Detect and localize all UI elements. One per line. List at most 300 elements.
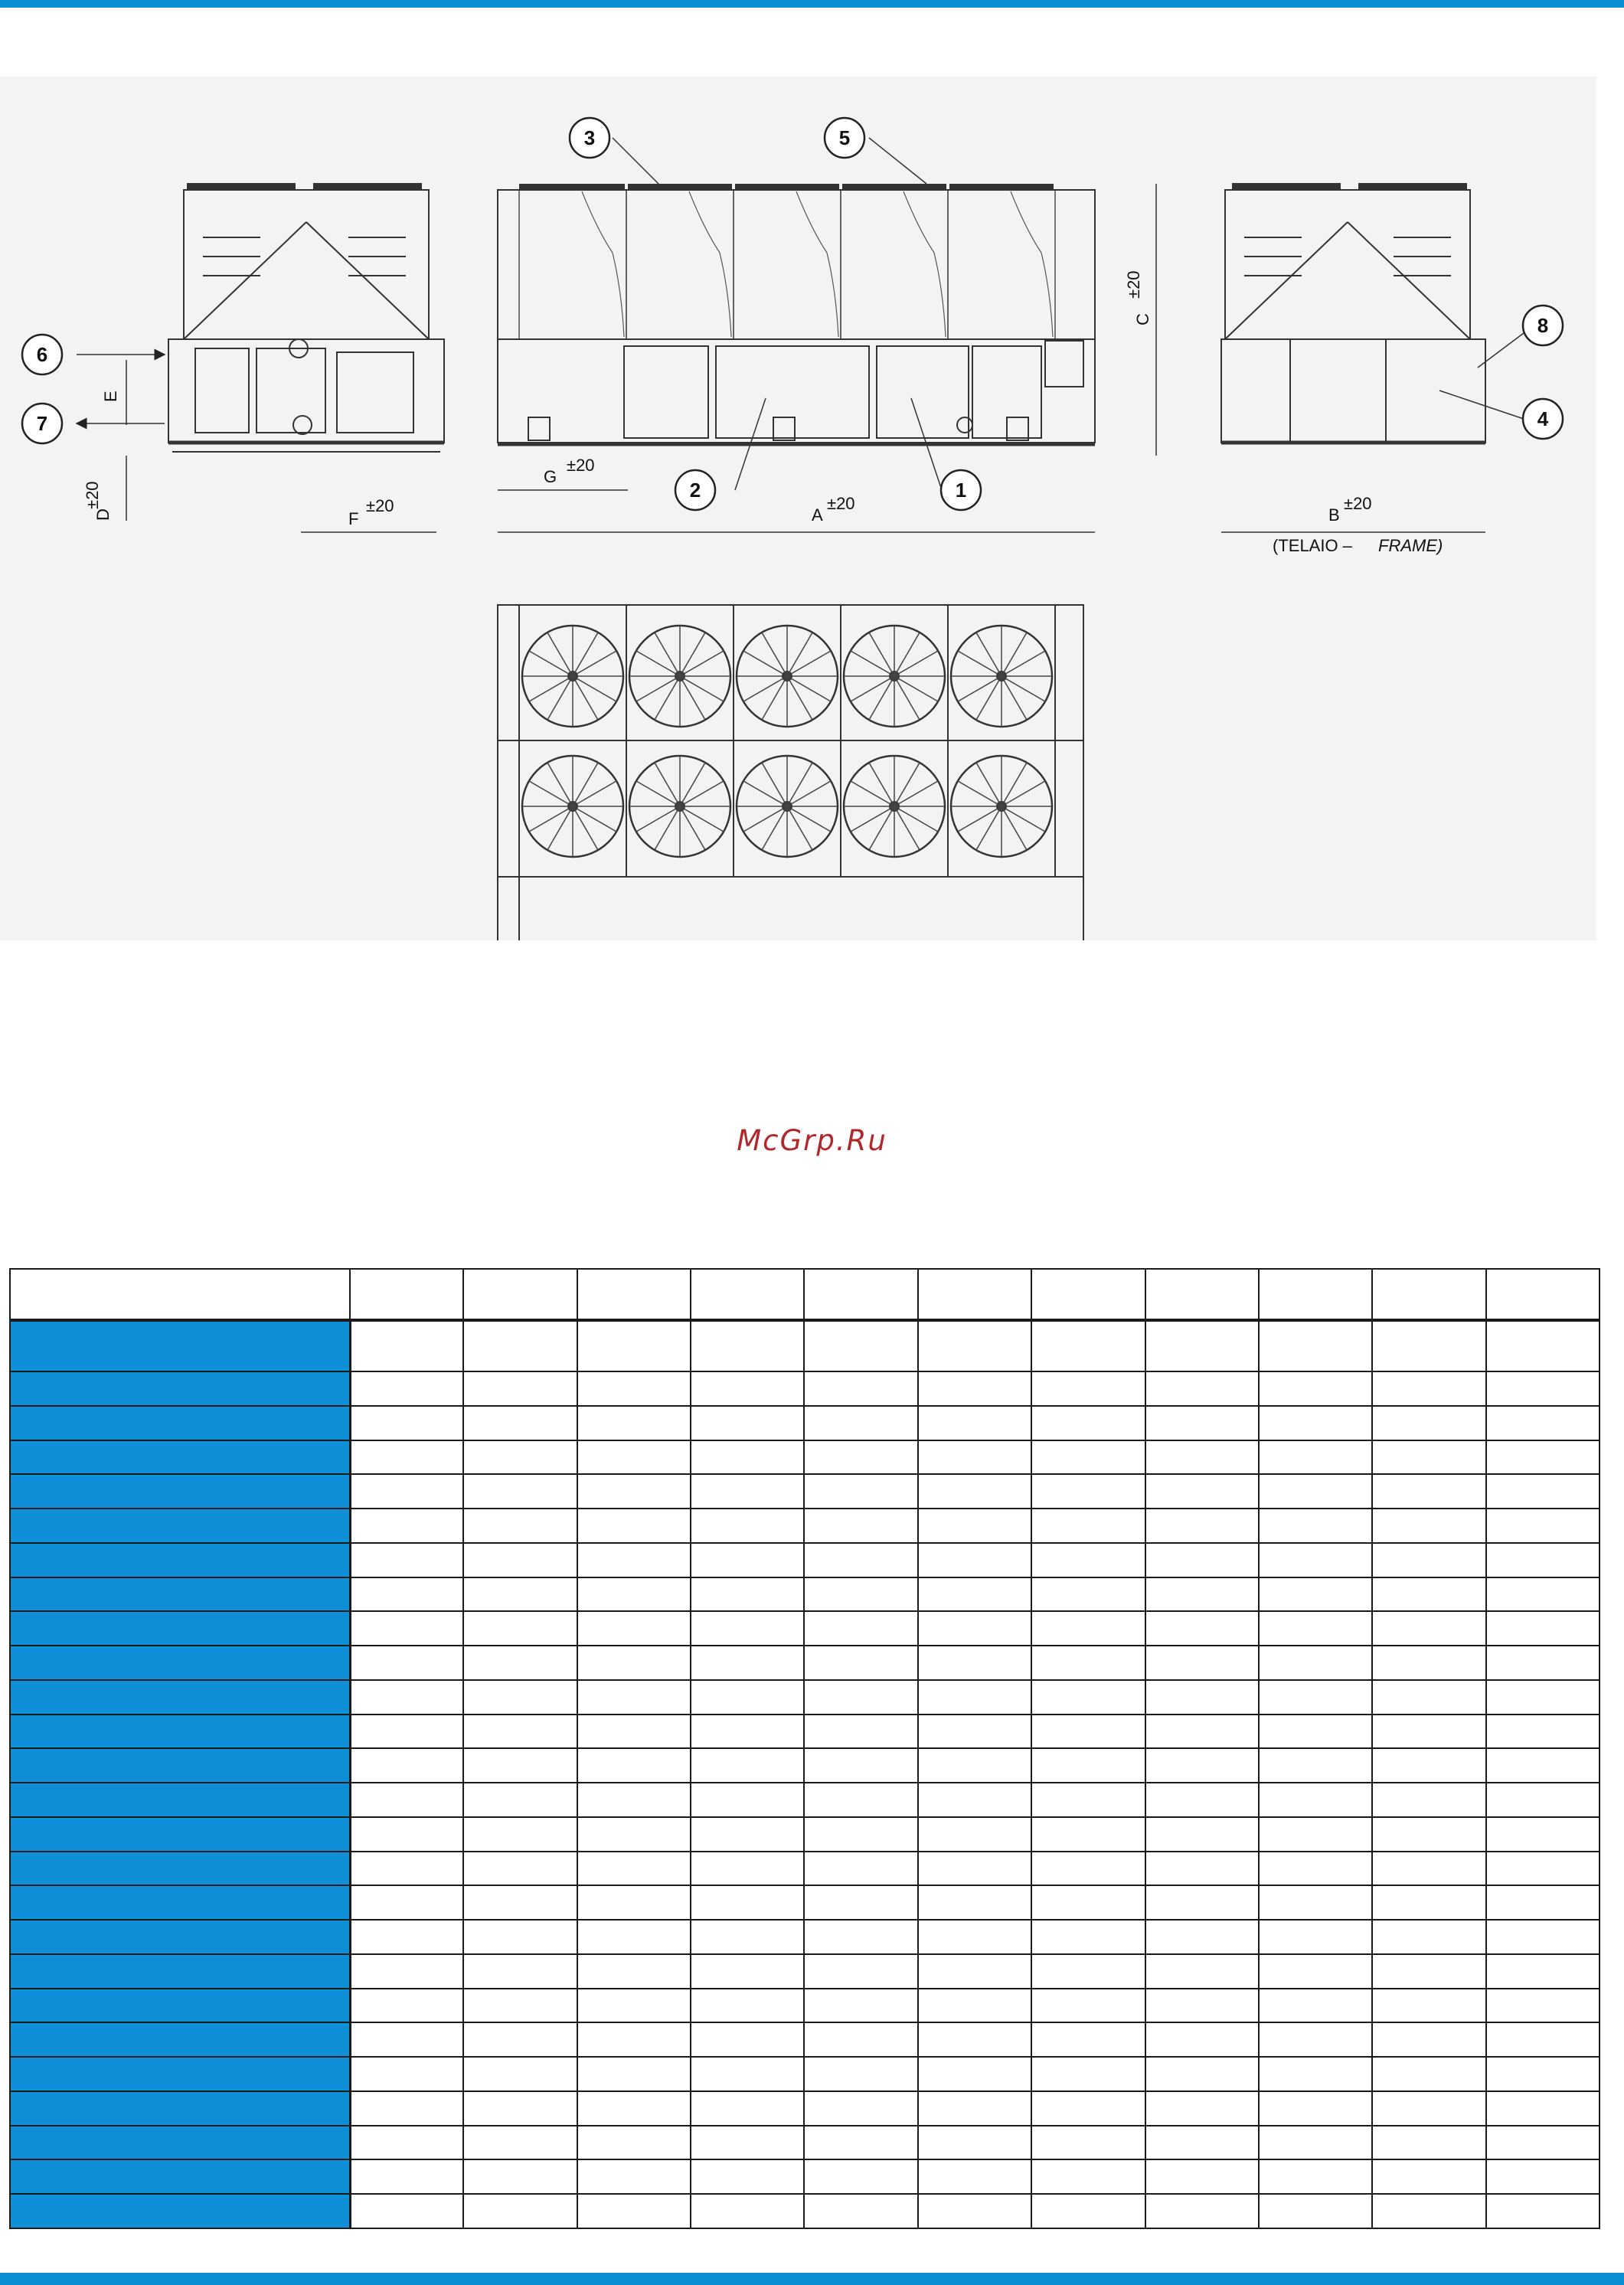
table-cell (1372, 1440, 1485, 1475)
dim-label-e: E (101, 391, 120, 402)
table-cell (1259, 1748, 1372, 1783)
table-cell (804, 2126, 917, 2160)
table-cell (804, 1680, 917, 1715)
row-label-cell (10, 1954, 350, 1989)
dimension-drawing (0, 77, 1596, 940)
table-cell (804, 1954, 917, 1989)
row-label-cell (10, 1509, 350, 1543)
table-cell (577, 1543, 691, 1577)
table-cell (350, 1715, 463, 1749)
table-cell (1259, 1885, 1372, 1920)
table-cell (918, 2022, 1031, 2057)
table-cell (577, 1440, 691, 1475)
table-cell (350, 1852, 463, 1886)
table-cell (1145, 1885, 1259, 1920)
table-cell (1145, 1543, 1259, 1577)
table-cell (350, 1885, 463, 1920)
table-cell (577, 2126, 691, 2160)
technical-drawing-panel (0, 77, 1596, 940)
table-cell (804, 1646, 917, 1680)
table-cell (463, 2194, 577, 2228)
table-cell (1259, 1715, 1372, 1749)
table-cell (577, 1783, 691, 1817)
table-cell (350, 1611, 463, 1646)
table-cell (804, 1748, 917, 1783)
table-cell (1372, 1920, 1485, 1954)
table-cell (691, 1371, 804, 1406)
table-cell (1486, 1611, 1599, 1646)
table-cell (804, 1783, 917, 1817)
table-cell (1486, 2194, 1599, 2228)
table-cell (463, 1954, 577, 1989)
callout-4: 4 (1537, 407, 1549, 430)
table-cell (1145, 1783, 1259, 1817)
table-cell (1145, 1989, 1259, 2023)
table-cell (577, 2194, 691, 2228)
table-cell (804, 1817, 917, 1852)
table-cell (350, 1817, 463, 1852)
table-header-cell (463, 1269, 577, 1320)
table-cell (350, 1543, 463, 1577)
table-cell (804, 2022, 917, 2057)
table-cell (918, 2126, 1031, 2160)
table-cell (918, 1543, 1031, 1577)
row-label-cell (10, 2126, 350, 2160)
table-row (10, 2126, 1599, 2160)
table-cell (691, 2126, 804, 2160)
table-cell (463, 1371, 577, 1406)
table-cell (1259, 1680, 1372, 1715)
row-label-cell (10, 1680, 350, 1715)
table-cell (350, 1954, 463, 1989)
dim-label-d: D (93, 508, 113, 521)
table-row (10, 1920, 1599, 1954)
table-cell (1486, 1715, 1599, 1749)
table-cell (1145, 1954, 1259, 1989)
table-cell (1486, 2159, 1599, 2194)
table-cell (1486, 1406, 1599, 1440)
table-cell (918, 1885, 1031, 1920)
row-label-cell (10, 2159, 350, 2194)
table-cell (1259, 1543, 1372, 1577)
row-label-cell (10, 1371, 350, 1406)
table-cell (1031, 2126, 1145, 2160)
row-label-cell (10, 1989, 350, 2023)
table-cell (804, 1440, 917, 1475)
table-cell (691, 1646, 804, 1680)
table-cell (918, 1577, 1031, 1612)
table-cell (1486, 1577, 1599, 1612)
dim-label-f: F (348, 509, 359, 528)
table-cell (691, 2194, 804, 2228)
table-cell (350, 1680, 463, 1715)
table-row (10, 1509, 1599, 1543)
table-cell (1031, 1715, 1145, 1749)
table-cell (1372, 2091, 1485, 2126)
table-cell (1145, 1577, 1259, 1612)
table-cell (350, 1371, 463, 1406)
table-cell (804, 1989, 917, 2023)
table-cell (1031, 1406, 1145, 1440)
table-cell (1372, 1509, 1485, 1543)
callout-2: 2 (689, 479, 701, 502)
table-cell (1031, 2091, 1145, 2126)
table-cell (1486, 2091, 1599, 2126)
table-cell (350, 2159, 463, 2194)
table-cell (350, 1577, 463, 1612)
dim-tol-g: ±20 (567, 456, 595, 475)
table-cell (463, 1783, 577, 1817)
table-cell (1145, 1646, 1259, 1680)
table-cell (350, 1509, 463, 1543)
dim-tol-c: ±20 (1124, 270, 1143, 299)
table-cell (918, 1371, 1031, 1406)
table-cell (804, 2194, 917, 2228)
table-cell (463, 1885, 577, 1920)
table-cell (1259, 1611, 1372, 1646)
table-cell (1031, 1320, 1145, 1371)
table-cell (1372, 1611, 1485, 1646)
table-cell (577, 1852, 691, 1886)
row-label-cell (10, 1543, 350, 1577)
row-label-cell (10, 1611, 350, 1646)
table-cell (1031, 1543, 1145, 1577)
table-header-cell (577, 1269, 691, 1320)
table-cell (1486, 2057, 1599, 2091)
dim-label-c: C (1133, 313, 1152, 325)
table-cell (1372, 1406, 1485, 1440)
table-cell (1372, 1320, 1485, 1371)
bottom-accent-bar (0, 2273, 1624, 2285)
table-cell (1031, 2057, 1145, 2091)
table-cell (804, 1474, 917, 1509)
table-row (10, 2022, 1599, 2057)
table-cell (577, 2159, 691, 2194)
table-cell (691, 1920, 804, 1954)
table-cell (577, 1920, 691, 1954)
callout-5: 5 (838, 126, 851, 149)
table-cell (918, 1440, 1031, 1475)
row-label-cell (10, 1474, 350, 1509)
left-side-view (168, 184, 444, 452)
table-cell (804, 2159, 917, 2194)
table-cell (1145, 2159, 1259, 2194)
table-cell (918, 2194, 1031, 2228)
table-cell (918, 1509, 1031, 1543)
table-header-cell (1372, 1269, 1485, 1320)
table-header-row (10, 1269, 1599, 1320)
table-cell (804, 1611, 917, 1646)
table-cell (918, 2159, 1031, 2194)
table-cell (463, 1509, 577, 1543)
table-cell (463, 1406, 577, 1440)
table-cell (691, 1474, 804, 1509)
table-cell (577, 1680, 691, 1715)
table-cell (1486, 2126, 1599, 2160)
table-cell (1372, 1646, 1485, 1680)
row-label-cell (10, 1577, 350, 1612)
table-cell (1486, 1371, 1599, 1406)
table-cell (804, 2057, 917, 2091)
table-cell (691, 1320, 804, 1371)
table-cell (1031, 1680, 1145, 1715)
table-row (10, 1371, 1599, 1406)
table-header-cell (1145, 1269, 1259, 1320)
table-cell (1372, 2057, 1485, 2091)
dim-label-g: G (544, 467, 557, 486)
table-row (10, 1611, 1599, 1646)
table-cell (1031, 1989, 1145, 2023)
table-cell (1259, 1817, 1372, 1852)
table-cell (577, 1474, 691, 1509)
table-cell (463, 1474, 577, 1509)
frame-note-it: (TELAIO – (1273, 536, 1352, 555)
table-cell (350, 2194, 463, 2228)
table-row (10, 1680, 1599, 1715)
table-cell (691, 2091, 804, 2126)
table-cell (350, 1748, 463, 1783)
table-cell (463, 1989, 577, 2023)
table-cell (463, 1680, 577, 1715)
table-cell (350, 2126, 463, 2160)
table-cell (691, 2022, 804, 2057)
table-cell (1145, 1715, 1259, 1749)
table-cell (577, 1406, 691, 1440)
table-cell (1372, 1577, 1485, 1612)
table-cell (1031, 1748, 1145, 1783)
table-cell (1031, 2159, 1145, 2194)
table-cell (1486, 1954, 1599, 1989)
table-cell (463, 1852, 577, 1886)
table-cell (350, 1406, 463, 1440)
table-cell (804, 1543, 917, 1577)
table-cell (1486, 1817, 1599, 1852)
table-cell (1031, 1509, 1145, 1543)
table-cell (463, 2159, 577, 2194)
table-row (10, 1406, 1599, 1440)
table-cell (1486, 1320, 1599, 1371)
table-cell (918, 1320, 1031, 1371)
table-cell (1145, 1852, 1259, 1886)
table-cell (691, 1783, 804, 1817)
table-cell (1031, 1371, 1145, 1406)
table-cell (1259, 1852, 1372, 1886)
table-row (10, 1852, 1599, 1886)
table-cell (1259, 1920, 1372, 1954)
table-cell (1486, 1646, 1599, 1680)
table-cell (350, 2091, 463, 2126)
table-cell (691, 2057, 804, 2091)
table-cell (1259, 1474, 1372, 1509)
table-cell (1031, 1577, 1145, 1612)
callout-7: 7 (36, 412, 48, 435)
table-cell (577, 1989, 691, 2023)
table-cell (1486, 1852, 1599, 1886)
table-cell (350, 1440, 463, 1475)
table-cell (1259, 1509, 1372, 1543)
table-cell (918, 1852, 1031, 1886)
table-cell (577, 1885, 691, 1920)
table-cell (1486, 1748, 1599, 1783)
table-cell (691, 1509, 804, 1543)
table-cell (918, 1989, 1031, 2023)
table-cell (577, 1715, 691, 1749)
table-cell (1259, 1989, 1372, 2023)
table-header-cell (804, 1269, 917, 1320)
table-cell (1259, 2159, 1372, 2194)
table-cell (918, 1920, 1031, 1954)
table-cell (1486, 1440, 1599, 1475)
table-cell (463, 1320, 577, 1371)
callout-3: 3 (583, 126, 596, 149)
table-cell (1486, 2022, 1599, 2057)
table-cell (918, 1680, 1031, 1715)
table-cell (577, 1371, 691, 1406)
table-cell (463, 1611, 577, 1646)
table-cell (1486, 1680, 1599, 1715)
table-cell (577, 1611, 691, 1646)
table-cell (804, 2091, 917, 2126)
table-cell (1372, 2159, 1485, 2194)
table-cell (1372, 1748, 1485, 1783)
table-cell (1145, 1474, 1259, 1509)
table-cell (691, 1406, 804, 1440)
table-cell (350, 1474, 463, 1509)
table-cell (577, 1577, 691, 1612)
table-cell (1145, 1406, 1259, 1440)
table-cell (463, 1920, 577, 1954)
table-cell (1372, 1543, 1485, 1577)
row-label-cell (10, 2194, 350, 2228)
table-cell (1259, 1783, 1372, 1817)
table-cell (1145, 1920, 1259, 1954)
table-cell (1145, 1440, 1259, 1475)
watermark-text: McGrp.Ru (737, 1124, 887, 1157)
front-view (498, 184, 1095, 444)
table-cell (1486, 1543, 1599, 1577)
dim-tol-b: ±20 (1344, 494, 1372, 513)
table-cell (1259, 2057, 1372, 2091)
table-row (10, 2159, 1599, 2194)
table-cell (918, 2057, 1031, 2091)
table-cell (804, 1852, 917, 1886)
top-accent-bar (0, 0, 1624, 8)
table-cell (350, 1920, 463, 1954)
row-label-cell (10, 1406, 350, 1440)
table-cell (350, 2022, 463, 2057)
table-cell (463, 2091, 577, 2126)
table-cell (1031, 1646, 1145, 1680)
table-cell (1145, 1817, 1259, 1852)
table-cell (1259, 2091, 1372, 2126)
table-cell (804, 1320, 917, 1371)
table-cell (1031, 1817, 1145, 1852)
table-cell (350, 2057, 463, 2091)
table-cell (1372, 1715, 1485, 1749)
callout-8: 8 (1537, 314, 1549, 337)
table-cell (1145, 1748, 1259, 1783)
table-cell (350, 1646, 463, 1680)
table-header-cell (1259, 1269, 1372, 1320)
table-cell (804, 1920, 917, 1954)
table-row (10, 1885, 1599, 1920)
table-cell (463, 1748, 577, 1783)
table-cell (918, 1406, 1031, 1440)
table-cell (1031, 2022, 1145, 2057)
row-label-cell (10, 1885, 350, 1920)
table-cell (1145, 2022, 1259, 2057)
row-label-cell (10, 2022, 350, 2057)
table-cell (918, 1783, 1031, 1817)
table-cell (577, 2022, 691, 2057)
table-cell (918, 1817, 1031, 1852)
table-row (10, 1817, 1599, 1852)
table-cell (577, 1509, 691, 1543)
dim-tol-a: ±20 (827, 494, 855, 513)
callout-6: 6 (36, 343, 48, 366)
table-cell (577, 1817, 691, 1852)
table-cell (804, 1577, 917, 1612)
table-cell (691, 1885, 804, 1920)
top-view (498, 605, 1083, 940)
table-cell (1486, 1989, 1599, 2023)
table-cell (1031, 1474, 1145, 1509)
table-cell (918, 1748, 1031, 1783)
dim-label-a: A (812, 505, 823, 525)
table-cell (918, 2091, 1031, 2126)
table-cell (577, 1646, 691, 1680)
table-cell (918, 1715, 1031, 1749)
table-cell (691, 1440, 804, 1475)
table-cell (1259, 1371, 1372, 1406)
row-label-cell (10, 1783, 350, 1817)
table-cell (1372, 2126, 1485, 2160)
row-label-cell (10, 1920, 350, 1954)
table-cell (918, 1474, 1031, 1509)
table-cell (463, 1543, 577, 1577)
row-label-cell (10, 1715, 350, 1749)
specification-table (9, 1268, 1600, 2229)
table-cell (691, 1989, 804, 2023)
table-cell (1372, 1817, 1485, 1852)
table-cell (1486, 1509, 1599, 1543)
table-cell (918, 1611, 1031, 1646)
table-cell (577, 1320, 691, 1371)
table-cell (1486, 1474, 1599, 1509)
table-cell (463, 2022, 577, 2057)
table-cell (1259, 2126, 1372, 2160)
table-cell (577, 1748, 691, 1783)
table-row (10, 1989, 1599, 2023)
row-label-cell (10, 1320, 350, 1371)
table-cell (1259, 1646, 1372, 1680)
table-row (10, 2091, 1599, 2126)
table-cell (350, 1320, 463, 1371)
table-cell (1372, 1954, 1485, 1989)
table-cell (1031, 1954, 1145, 1989)
right-side-view (1221, 184, 1485, 443)
table-header-cell (1031, 1269, 1145, 1320)
table-row (10, 1543, 1599, 1577)
table-cell (691, 1748, 804, 1783)
table-cell (1031, 1611, 1145, 1646)
table-cell (463, 1817, 577, 1852)
table-cell (1031, 1885, 1145, 1920)
table-cell (1145, 2091, 1259, 2126)
table-cell (1145, 1509, 1259, 1543)
table-cell (1486, 1783, 1599, 1817)
row-label-cell (10, 1440, 350, 1475)
